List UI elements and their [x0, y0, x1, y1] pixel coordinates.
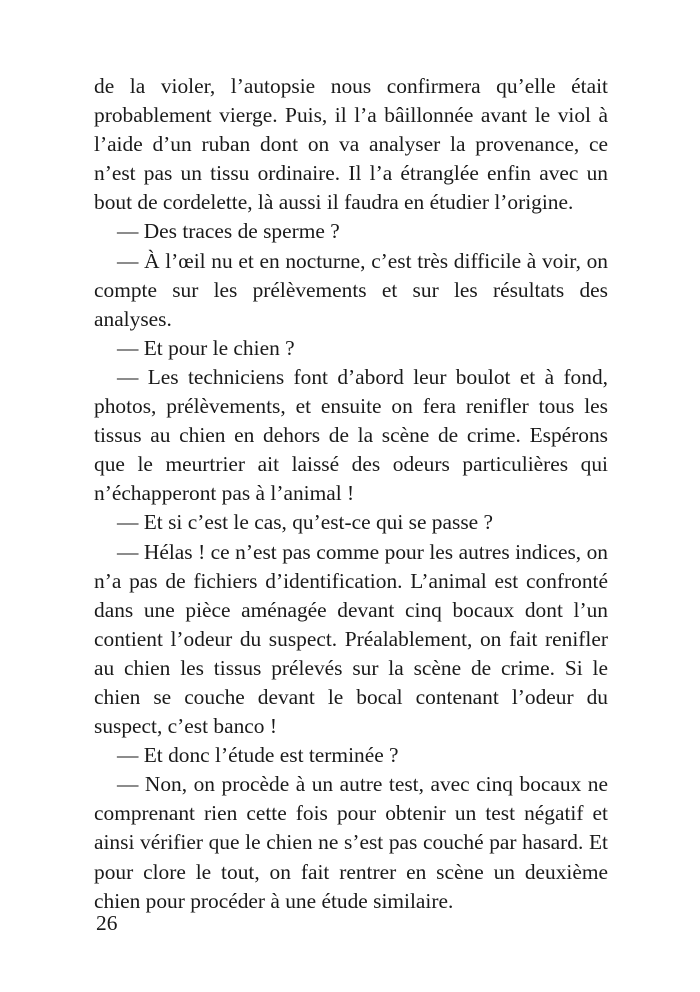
dialogue-line: — Les techniciens font d’abord leur boulot et à fond, photos, prélèvements, et ensuite on fera renifler tous les tissus au chien en dehors de la scène de crime. Espérons que le meurtrier ait laissé des odeurs particulières qui n’échapperont pas à l’animal !: [94, 364, 608, 506]
dialogue-line: — Et donc l’étude est terminée ?: [117, 743, 399, 768]
dialogue-line: — Et pour le chien ?: [117, 335, 295, 360]
dialogue-line: — Des traces de sperme ?: [117, 219, 340, 244]
dialogue-line: — Et si c’est le cas, qu’est-ce qui se passe ?: [117, 510, 493, 535]
paragraph: de la violer, l’autopsie nous confirmera qu’elle était probablement vierge. Puis, il l’a bâillonnée avant le viol à l’aide d’un ruban dont on va analyser la provenance, ce n’est pas un tissu ordinaire. Il l’a étranglée enfin avec un bout de cordelette, là aussi il faudra en étudier l’origine.: [94, 74, 608, 215]
body-text: [94, 72, 608, 916]
page-number: 26: [96, 911, 118, 935]
dialogue-line: — Hélas ! ce n’est pas comme pour les autres indices, on n’a pas de fichiers d’identification. L’animal est confronté dans une pièce aménagée devant cinq bocaux dont l’un contient l’odeur du suspect. Préalablement, on fait renifler au chien les tissus prélevés sur la scène de crime. Si le chien se couche devant le bocal contenant l’odeur du suspect, c’est banco !: [94, 539, 608, 739]
dialogue-line: — Non, on procède à un autre test, avec cinq bocaux ne comprenant rien cette fois pour obtenir un test négatif et ainsi vérifier que le chien ne s’est pas couché par hasard. Et pour clore le tout, on fait rentrer en scène un deuxième chien pour procéder à une étude similaire.: [94, 772, 608, 913]
dialogue-line: — À l’œil nu et en nocturne, c’est très difficile à voir, on compte sur les prélèvements et sur les résultats des analyses.: [94, 248, 608, 331]
